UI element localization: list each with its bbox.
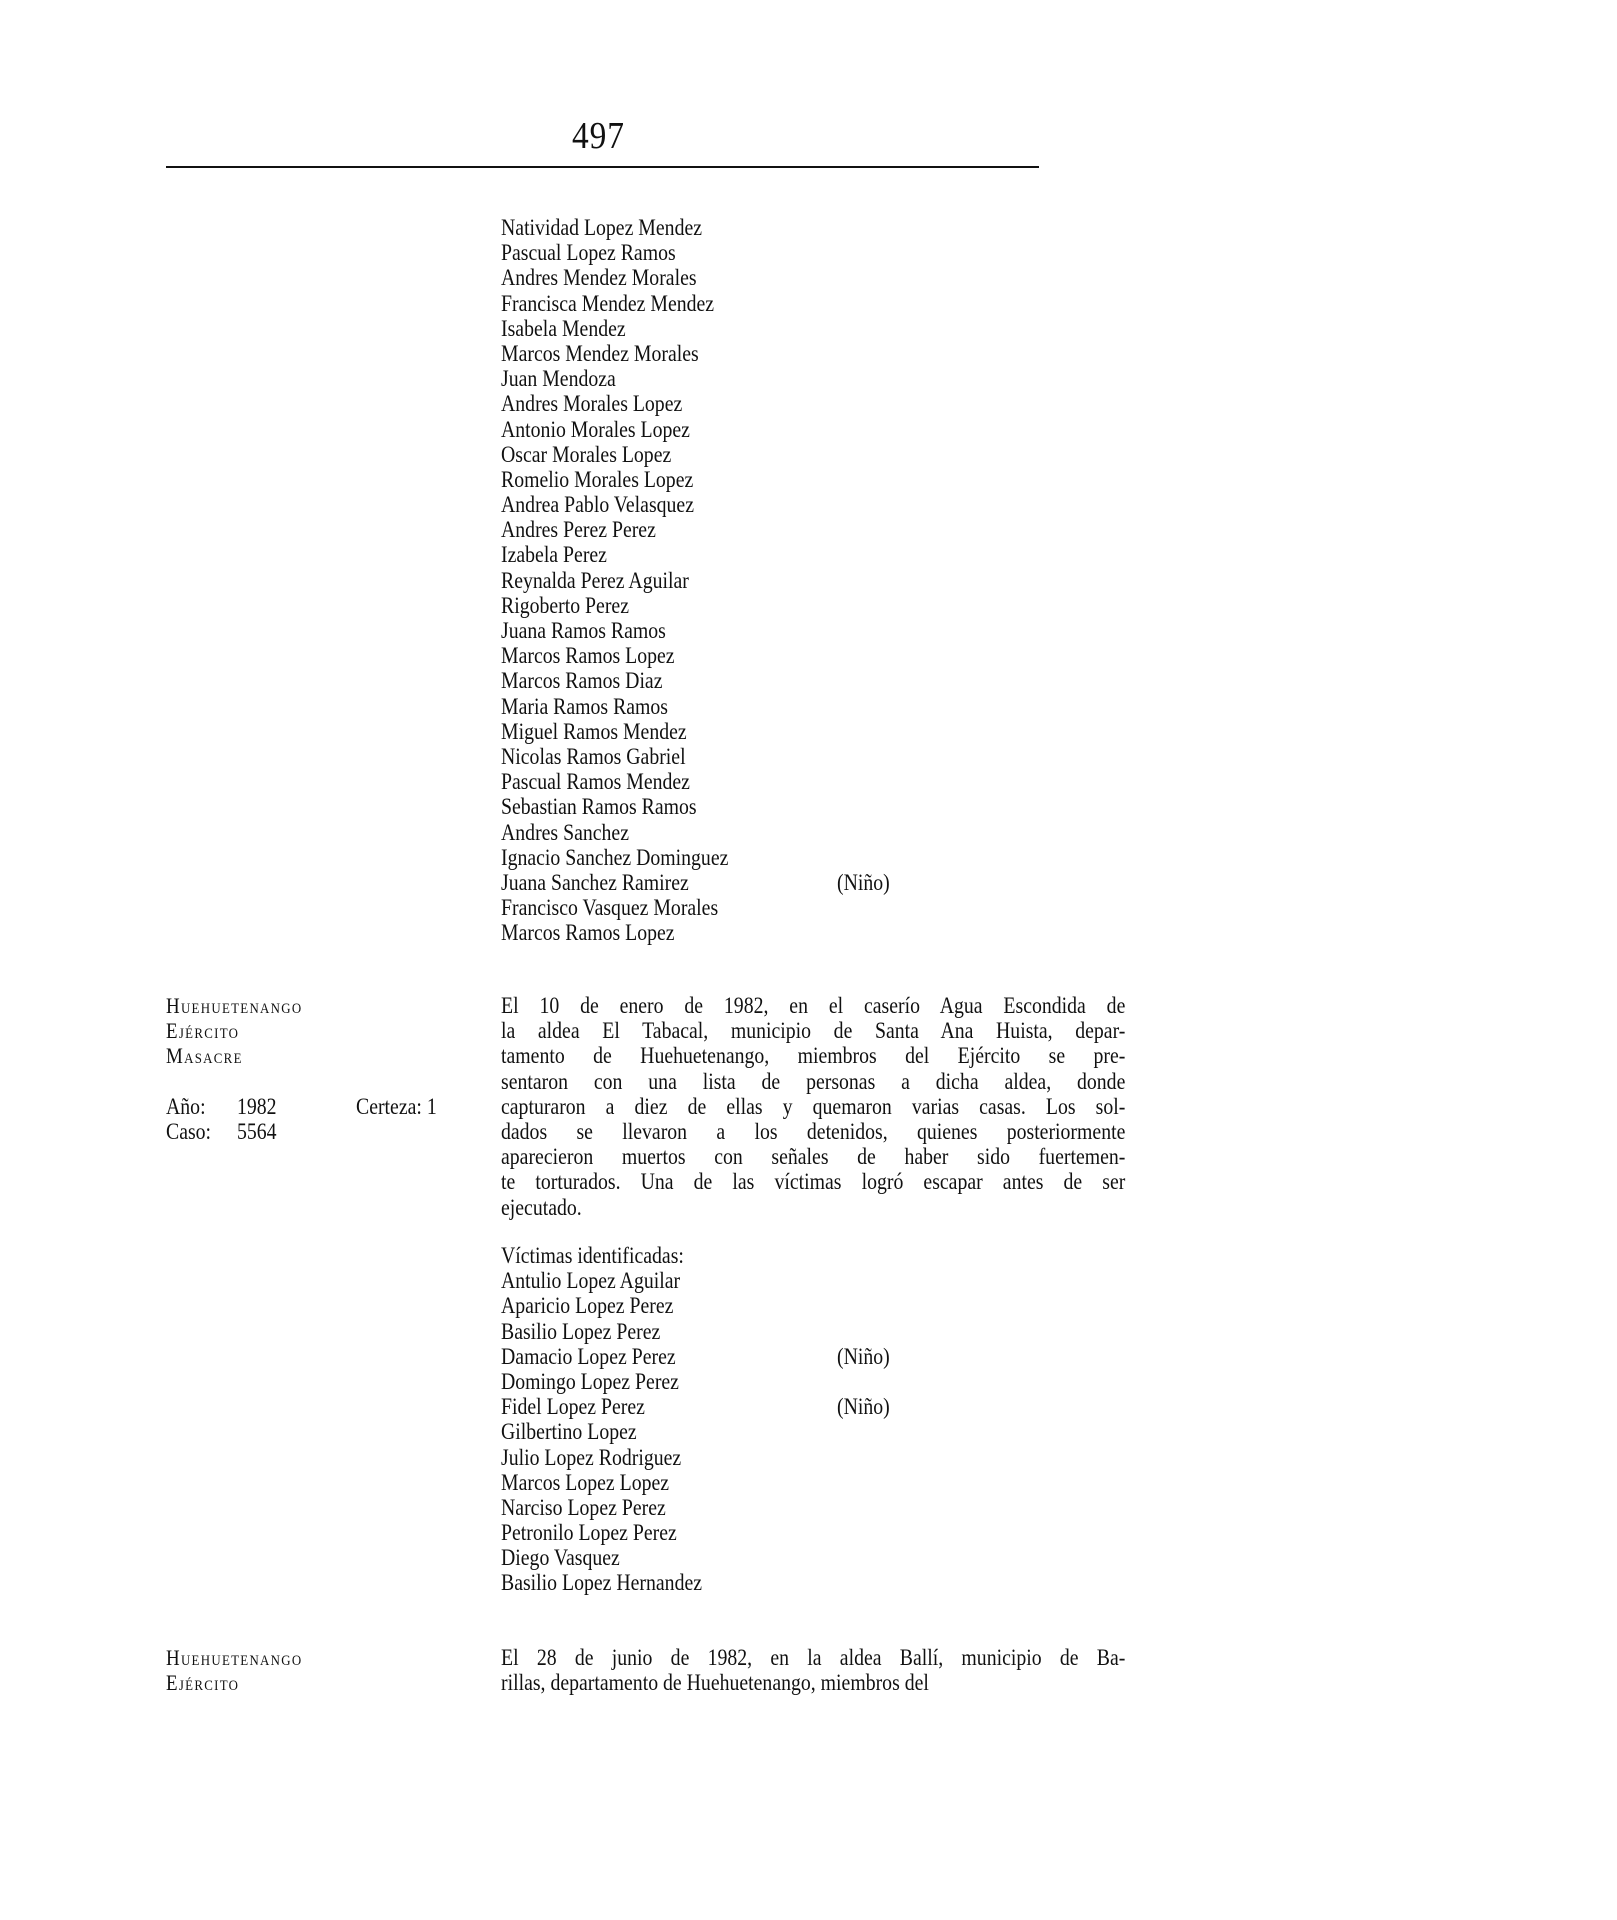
victims-heading: Víctimas identificadas: bbox=[501, 1243, 684, 1268]
continued-victim-list bbox=[501, 215, 1121, 945]
victim-row bbox=[501, 744, 1121, 769]
victim-row bbox=[501, 240, 1121, 265]
paragraph-line: sentaron con una lista de personas a dicha aldea, donde bbox=[501, 1068, 1126, 1094]
victim-name: Petronilo Lopez Perez bbox=[501, 1520, 677, 1546]
case1-case-row bbox=[166, 1119, 496, 1144]
victim-name: Natividad Lopez Mendez bbox=[501, 215, 703, 240]
victim-row bbox=[501, 1495, 1121, 1520]
victim-row bbox=[501, 1470, 1121, 1495]
victim-name: Sebastian Ramos Ramos bbox=[501, 794, 697, 820]
victim-name: Francisca Mendez Mendez bbox=[501, 290, 715, 316]
victim-row bbox=[501, 467, 1121, 492]
victim-name: Nicolas Ramos Gabriel bbox=[501, 743, 686, 769]
victim-note: (Niño) bbox=[837, 869, 890, 895]
case1-description bbox=[501, 993, 1126, 1220]
victim-name: Juan Mendoza bbox=[501, 366, 616, 392]
victim-name: Antonio Morales Lopez bbox=[501, 416, 690, 442]
victim-row bbox=[501, 1419, 1121, 1444]
paragraph-line: capturaron a diez de ellas y quemaron varias casas. Los sol- bbox=[501, 1093, 1126, 1119]
victim-name: Marcos Mendez Morales bbox=[501, 340, 699, 366]
victim-name: Pascual Lopez Ramos bbox=[501, 240, 676, 266]
victim-row bbox=[501, 719, 1121, 744]
victim-row bbox=[501, 769, 1121, 794]
victim-name: Marcos Ramos Lopez bbox=[501, 920, 675, 946]
victim-name: Izabela Perez bbox=[501, 542, 607, 568]
victim-name: Basilio Lopez Hernandez bbox=[501, 1570, 703, 1596]
victim-name: Julio Lopez Rodriguez bbox=[501, 1444, 682, 1470]
case1-year-row bbox=[166, 1094, 496, 1119]
victim-row bbox=[501, 1445, 1121, 1470]
victim-name: Miguel Ramos Mendez bbox=[501, 718, 687, 744]
victim-row bbox=[501, 820, 1121, 845]
paragraph-line: El 28 de junio de 1982, en la aldea Ballí, municipio de Ba- bbox=[501, 1645, 1126, 1670]
victim-row bbox=[501, 1319, 1121, 1344]
paragraph-line: la aldea El Tabacal, municipio de Santa Ana Huista, depar- bbox=[501, 1018, 1126, 1044]
victim-row bbox=[501, 593, 1121, 618]
victim-row bbox=[501, 492, 1121, 517]
case1-type: Masacre bbox=[166, 1043, 243, 1069]
victim-name: Aparicio Lopez Perez bbox=[501, 1293, 674, 1319]
victim-row bbox=[501, 316, 1121, 341]
victim-row bbox=[501, 1520, 1121, 1545]
case1-metadata bbox=[166, 993, 496, 1144]
paragraph-line: ejecutado. bbox=[501, 1194, 582, 1220]
paragraph-line: El 10 de enero de 1982, en el caserío Agua Escondida de bbox=[501, 993, 1126, 1018]
victim-name: Isabela Mendez bbox=[501, 315, 626, 341]
victim-row bbox=[501, 291, 1121, 316]
victim-row bbox=[501, 643, 1121, 668]
victim-name: Andrea Pablo Velasquez bbox=[501, 492, 694, 518]
victim-row bbox=[501, 341, 1121, 366]
victim-name: Antulio Lopez Aguilar bbox=[501, 1268, 681, 1294]
victim-name: Basilio Lopez Perez bbox=[501, 1318, 661, 1344]
victim-row bbox=[501, 895, 1121, 920]
paragraph-line: tamento de Huehuetenango, miembros del Ejército se pre- bbox=[501, 1043, 1126, 1069]
victim-name: Rigoberto Perez bbox=[501, 592, 629, 618]
victim-name: Diego Vasquez bbox=[501, 1545, 620, 1571]
victim-name: Marcos Lopez Lopez bbox=[501, 1469, 670, 1495]
victim-name: Juana Ramos Ramos bbox=[501, 618, 666, 643]
case1-actor: Ejército bbox=[166, 1018, 240, 1044]
victim-name: Gilbertino Lopez bbox=[501, 1419, 637, 1445]
case2-metadata bbox=[166, 1645, 496, 1695]
victim-row bbox=[501, 366, 1121, 391]
certainty: Certeza: 1 bbox=[356, 1093, 437, 1119]
case-number: 5564 bbox=[237, 1118, 277, 1144]
victim-name: Fidel Lopez Perez bbox=[501, 1394, 645, 1420]
victim-name: Ignacio Sanchez Dominguez bbox=[501, 844, 729, 870]
case2-department: Huehuetenango bbox=[166, 1645, 303, 1670]
victim-row bbox=[501, 920, 1121, 945]
victim-name: Marcos Ramos Lopez bbox=[501, 643, 675, 669]
victim-row bbox=[501, 794, 1121, 819]
year-value: 1982 bbox=[237, 1093, 277, 1119]
victim-row bbox=[501, 1545, 1121, 1570]
victim-name: Domingo Lopez Perez bbox=[501, 1368, 679, 1394]
victim-name: Francisco Vasquez Morales bbox=[501, 895, 719, 921]
victim-row bbox=[501, 215, 1121, 240]
victim-name: Pascual Ramos Mendez bbox=[501, 769, 690, 795]
case2-description bbox=[501, 1645, 1126, 1696]
victim-row bbox=[501, 1394, 1121, 1419]
victim-row bbox=[501, 1268, 1121, 1293]
page-number: 497 bbox=[572, 115, 625, 157]
victim-name: Marcos Ramos Diaz bbox=[501, 668, 663, 694]
victim-row bbox=[501, 694, 1121, 719]
victim-name: Andres Mendez Morales bbox=[501, 265, 697, 291]
victim-row bbox=[501, 417, 1121, 442]
paragraph-line: aparecieron muertos con señales de haber sido fuertemen- bbox=[501, 1144, 1126, 1170]
victim-row bbox=[501, 442, 1121, 467]
victim-row bbox=[501, 1369, 1121, 1394]
victim-row bbox=[501, 1344, 1121, 1369]
victim-name: Romelio Morales Lopez bbox=[501, 466, 694, 492]
case1-victims bbox=[501, 1243, 1121, 1596]
victim-row bbox=[501, 845, 1121, 870]
victim-name: Andres Morales Lopez bbox=[501, 391, 683, 417]
paragraph-line: rillas, departamento de Huehuetenango, miembros del bbox=[501, 1670, 929, 1696]
victim-row bbox=[501, 542, 1121, 567]
case-label: Caso: bbox=[166, 1118, 212, 1144]
year-label: Año: bbox=[166, 1093, 206, 1119]
paragraph-line: te torturados. Una de las víctimas logró escapar antes de ser bbox=[501, 1169, 1126, 1195]
victim-row bbox=[501, 517, 1121, 542]
paragraph-line: dados se llevaron a los detenidos, quienes posteriormente bbox=[501, 1118, 1126, 1144]
victim-row bbox=[501, 668, 1121, 693]
victim-name: Maria Ramos Ramos bbox=[501, 693, 669, 719]
victim-name: Reynalda Perez Aguilar bbox=[501, 567, 689, 593]
victim-name: Damacio Lopez Perez bbox=[501, 1343, 676, 1369]
case2-actor: Ejército bbox=[166, 1670, 240, 1696]
victim-note: (Niño) bbox=[837, 1343, 890, 1369]
victim-row bbox=[501, 618, 1121, 643]
victim-note: (Niño) bbox=[837, 1394, 890, 1420]
victim-name: Andres Sanchez bbox=[501, 819, 629, 845]
victim-name: Juana Sanchez Ramirez bbox=[501, 869, 689, 895]
case1-department: Huehuetenango bbox=[166, 993, 303, 1018]
victim-row bbox=[501, 265, 1121, 290]
header-rule bbox=[166, 166, 1039, 168]
victim-name: Narciso Lopez Perez bbox=[501, 1494, 666, 1520]
victim-row bbox=[501, 870, 1121, 895]
victim-row bbox=[501, 1293, 1121, 1318]
victim-row bbox=[501, 391, 1121, 416]
victim-name: Andres Perez Perez bbox=[501, 517, 656, 543]
victim-row bbox=[501, 1570, 1121, 1595]
victim-row bbox=[501, 568, 1121, 593]
victim-name: Oscar Morales Lopez bbox=[501, 441, 672, 467]
